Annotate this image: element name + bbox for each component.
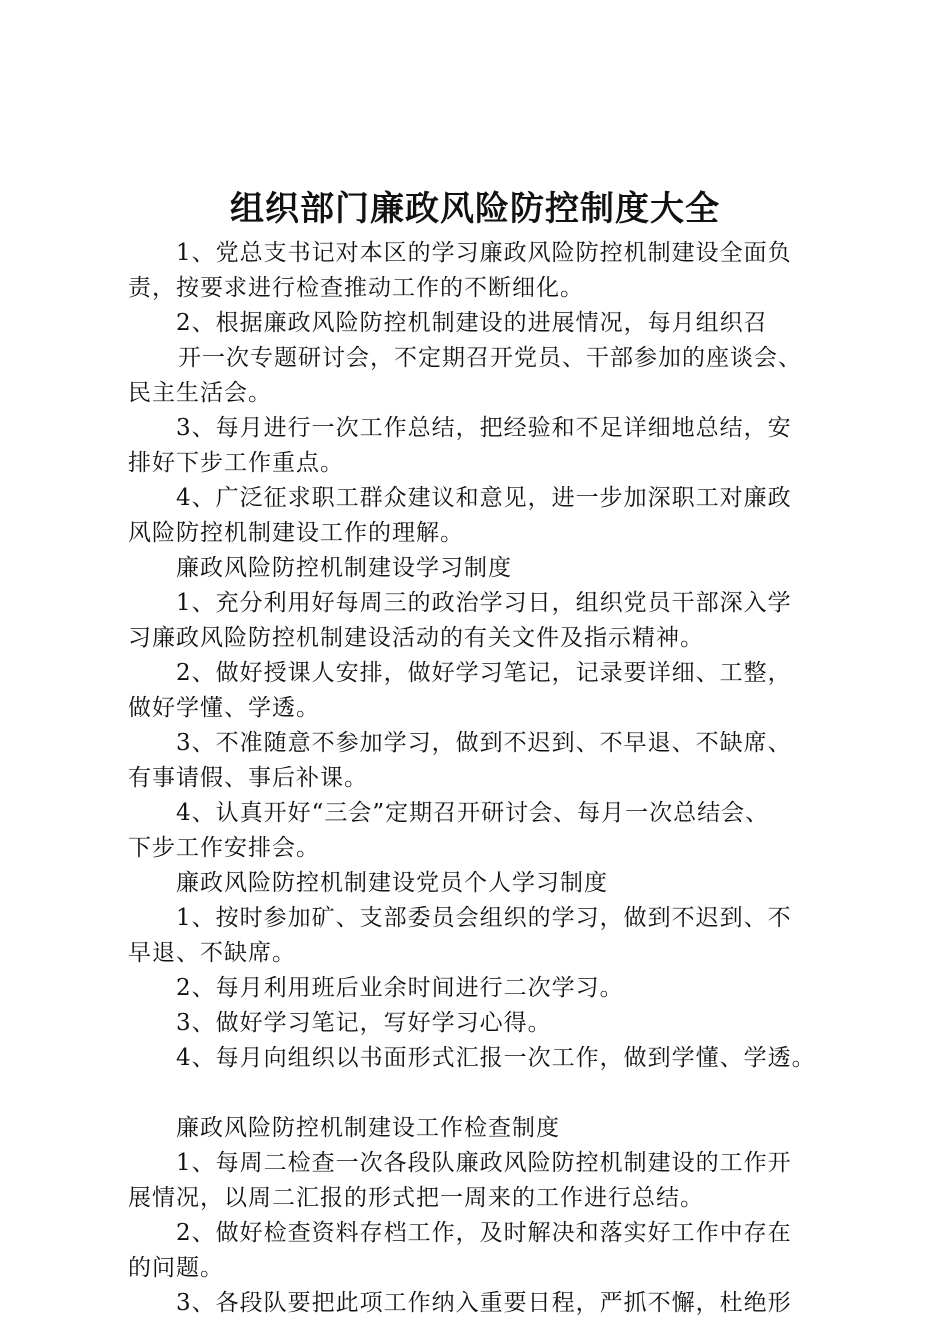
text-line: 2、根据廉政风险防控机制建设的进展情况，每月组织召	[176, 310, 768, 336]
text-line: 3、不准随意不参加学习，做到不迟到、不早退、不缺席、	[176, 730, 792, 756]
text-line: 责，按要求进行检查推动工作的不断细化。	[128, 275, 584, 301]
text-line: 2、做好授课人安排，做好学习笔记，记录要详细、工整，	[176, 660, 792, 686]
text-line: 1、按时参加矿、支部委员会组织的学习，做到不迟到、不	[176, 905, 792, 931]
text-line: 3、做好学习笔记，写好学习心得。	[176, 1010, 552, 1036]
text-line	[128, 1076, 838, 1111]
text-line: 1、党总支书记对本区的学习廉政风险防控机制建设全面负	[176, 240, 792, 266]
text-line: 早退、不缺席。	[128, 940, 296, 966]
text-line: 习廉政风险防控机制建设活动的有关文件及指示精神。	[128, 625, 704, 651]
text-line: 有事请假、事后补课。	[128, 765, 368, 791]
text-line: 1、每周二检查一次各段队廉政风险防控机制建设的工作开	[176, 1150, 792, 1176]
text-line: 廉政风险防控机制建设工作检查制度	[176, 1115, 560, 1141]
text-line: 民主生活会。	[128, 380, 272, 406]
text-line: 展情况，以周二汇报的形式把一周来的工作进行总结。	[128, 1185, 704, 1211]
text-line: 廉政风险防控机制建设党员个人学习制度	[176, 870, 608, 896]
text-line: 2、做好检查资料存档工作，及时解决和落实好工作中存在	[176, 1220, 792, 1246]
text-line: 4、每月向组织以书面形式汇报一次工作，做到学懂、学透。	[176, 1045, 816, 1071]
text-line: 排好下步工作重点。	[128, 450, 344, 476]
text-line: 4、广泛征求职工群众建议和意见，进一步加深职工对廉政	[176, 485, 792, 511]
document-title: 组织部门廉政风险防控制度大全	[230, 189, 720, 229]
text-line: 2、每月利用班后业余时间进行二次学习。	[176, 975, 624, 1001]
text-line: 的问题。	[128, 1255, 224, 1281]
text-line: 3、每月进行一次工作总结，把经验和不足详细地总结，安	[176, 415, 792, 441]
text-line: 4、认真开好“三会”定期召开研讨会、每月一次总结会、	[176, 800, 770, 826]
text-line: 1、充分利用好每周三的政治学习日，组织党员干部深入学	[176, 590, 792, 616]
text-line: 风险防控机制建设工作的理解。	[128, 520, 464, 546]
text-line: 开一次专题研讨会，不定期召开党员、干部参加的座谈会、	[178, 345, 802, 371]
text-line: 廉政风险防控机制建设学习制度	[176, 555, 512, 581]
text-line: 做好学懂、学透。	[128, 695, 320, 721]
text-line: 下步工作安排会。	[128, 835, 320, 861]
document-body	[128, 236, 838, 1321]
text-line: 3、各段队要把此项工作纳入重要日程，严抓不懈，杜绝形	[176, 1290, 792, 1316]
